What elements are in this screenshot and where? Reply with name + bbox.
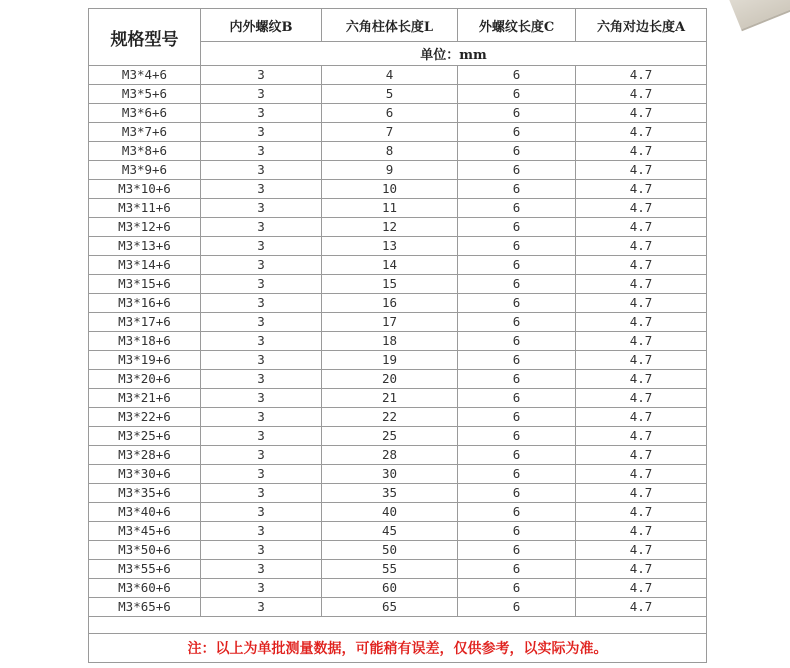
cell-a: 4.7 <box>576 389 707 408</box>
cell-c: 6 <box>458 332 576 351</box>
cell-model: M3*22+6 <box>89 408 201 427</box>
table-row <box>89 142 707 161</box>
cell-model: M3*5+6 <box>89 85 201 104</box>
cell-l: 30 <box>322 465 458 484</box>
cell-a: 4.7 <box>576 351 707 370</box>
cell-b: 3 <box>201 275 322 294</box>
cell-b: 3 <box>201 541 322 560</box>
table-row <box>89 332 707 351</box>
cell-a: 4.7 <box>576 541 707 560</box>
cell-a: 4.7 <box>576 408 707 427</box>
cell-b: 3 <box>201 332 322 351</box>
cell-model: M3*8+6 <box>89 142 201 161</box>
table-row <box>89 85 707 104</box>
cell-b: 3 <box>201 484 322 503</box>
cell-c: 6 <box>458 294 576 313</box>
cell-c: 6 <box>458 142 576 161</box>
cell-c: 6 <box>458 256 576 275</box>
cell-l: 16 <box>322 294 458 313</box>
table-row <box>89 237 707 256</box>
cell-c: 6 <box>458 313 576 332</box>
cell-b: 3 <box>201 598 322 617</box>
table-row <box>89 370 707 389</box>
cell-b: 3 <box>201 389 322 408</box>
cell-c: 6 <box>458 389 576 408</box>
cell-a: 4.7 <box>576 161 707 180</box>
cell-b: 3 <box>201 161 322 180</box>
cell-b: 3 <box>201 408 322 427</box>
table-row <box>89 218 707 237</box>
cell-l: 50 <box>322 541 458 560</box>
cell-a: 4.7 <box>576 142 707 161</box>
cell-a: 4.7 <box>576 294 707 313</box>
cell-c: 6 <box>458 351 576 370</box>
cell-b: 3 <box>201 465 322 484</box>
cell-model: M3*15+6 <box>89 275 201 294</box>
table-row <box>89 408 707 427</box>
cell-b: 3 <box>201 522 322 541</box>
cell-b: 3 <box>201 104 322 123</box>
cell-b: 3 <box>201 199 322 218</box>
cell-l: 12 <box>322 218 458 237</box>
header-model: 规格型号 <box>89 9 201 66</box>
cell-a: 4.7 <box>576 104 707 123</box>
table-row <box>89 522 707 541</box>
cell-model: M3*4+6 <box>89 66 201 85</box>
cell-a: 4.7 <box>576 446 707 465</box>
ruler-corner-decoration <box>723 0 790 31</box>
cell-a: 4.7 <box>576 484 707 503</box>
cell-c: 6 <box>458 598 576 617</box>
unit-label: 单位：mm <box>201 42 707 66</box>
cell-model: M3*18+6 <box>89 332 201 351</box>
cell-l: 5 <box>322 85 458 104</box>
cell-l: 10 <box>322 180 458 199</box>
cell-c: 6 <box>458 370 576 389</box>
cell-a: 4.7 <box>576 560 707 579</box>
table-row <box>89 351 707 370</box>
cell-model: M3*11+6 <box>89 199 201 218</box>
cell-b: 3 <box>201 560 322 579</box>
cell-l: 19 <box>322 351 458 370</box>
cell-l: 35 <box>322 484 458 503</box>
table-row <box>89 199 707 218</box>
cell-model: M3*28+6 <box>89 446 201 465</box>
cell-model: M3*9+6 <box>89 161 201 180</box>
cell-c: 6 <box>458 161 576 180</box>
table-row <box>89 161 707 180</box>
cell-c: 6 <box>458 522 576 541</box>
cell-b: 3 <box>201 218 322 237</box>
cell-c: 6 <box>458 275 576 294</box>
cell-l: 20 <box>322 370 458 389</box>
cell-model: M3*45+6 <box>89 522 201 541</box>
table-row <box>89 313 707 332</box>
cell-c: 6 <box>458 180 576 199</box>
cell-c: 6 <box>458 579 576 598</box>
cell-a: 4.7 <box>576 123 707 142</box>
cell-b: 3 <box>201 85 322 104</box>
table-row <box>89 275 707 294</box>
cell-model: M3*19+6 <box>89 351 201 370</box>
cell-b: 3 <box>201 256 322 275</box>
cell-model: M3*10+6 <box>89 180 201 199</box>
cell-b: 3 <box>201 66 322 85</box>
cell-l: 8 <box>322 142 458 161</box>
cell-l: 6 <box>322 104 458 123</box>
cell-l: 18 <box>322 332 458 351</box>
cell-a: 4.7 <box>576 503 707 522</box>
cell-c: 6 <box>458 503 576 522</box>
table-row <box>89 484 707 503</box>
header-col-b: 内外螺纹B <box>201 9 322 42</box>
cell-b: 3 <box>201 446 322 465</box>
cell-b: 3 <box>201 579 322 598</box>
cell-c: 6 <box>458 104 576 123</box>
cell-c: 6 <box>458 123 576 142</box>
cell-l: 25 <box>322 427 458 446</box>
cell-l: 15 <box>322 275 458 294</box>
cell-a: 4.7 <box>576 465 707 484</box>
cell-b: 3 <box>201 123 322 142</box>
cell-a: 4.7 <box>576 180 707 199</box>
cell-model: M3*16+6 <box>89 294 201 313</box>
table-row <box>89 465 707 484</box>
cell-b: 3 <box>201 351 322 370</box>
cell-b: 3 <box>201 180 322 199</box>
cell-model: M3*40+6 <box>89 503 201 522</box>
table-row <box>89 560 707 579</box>
cell-model: M3*6+6 <box>89 104 201 123</box>
cell-b: 3 <box>201 142 322 161</box>
cell-c: 6 <box>458 66 576 85</box>
cell-b: 3 <box>201 294 322 313</box>
table-row <box>89 389 707 408</box>
cell-a: 4.7 <box>576 598 707 617</box>
table-row <box>89 104 707 123</box>
cell-a: 4.7 <box>576 370 707 389</box>
cell-model: M3*14+6 <box>89 256 201 275</box>
cell-c: 6 <box>458 560 576 579</box>
cell-l: 60 <box>322 579 458 598</box>
cell-c: 6 <box>458 541 576 560</box>
cell-c: 6 <box>458 427 576 446</box>
table-row <box>89 446 707 465</box>
spec-table <box>88 8 707 663</box>
table-row <box>89 427 707 446</box>
cell-l: 28 <box>322 446 458 465</box>
cell-b: 3 <box>201 370 322 389</box>
cell-a: 4.7 <box>576 579 707 598</box>
cell-c: 6 <box>458 446 576 465</box>
cell-l: 4 <box>322 66 458 85</box>
cell-a: 4.7 <box>576 275 707 294</box>
cell-l: 14 <box>322 256 458 275</box>
note-row <box>89 634 707 663</box>
cell-b: 3 <box>201 237 322 256</box>
cell-model: M3*35+6 <box>89 484 201 503</box>
cell-a: 4.7 <box>576 427 707 446</box>
cell-l: 22 <box>322 408 458 427</box>
cell-model: M3*21+6 <box>89 389 201 408</box>
cell-model: M3*13+6 <box>89 237 201 256</box>
cell-a: 4.7 <box>576 218 707 237</box>
cell-model: M3*17+6 <box>89 313 201 332</box>
cell-a: 4.7 <box>576 313 707 332</box>
cell-l: 9 <box>322 161 458 180</box>
cell-a: 4.7 <box>576 85 707 104</box>
cell-l: 11 <box>322 199 458 218</box>
cell-l: 55 <box>322 560 458 579</box>
cell-a: 4.7 <box>576 522 707 541</box>
disclaimer-note: 注：以上为单批测量数据，可能稍有误差，仅供参考，以实际为准。 <box>89 634 707 663</box>
cell-a: 4.7 <box>576 199 707 218</box>
cell-c: 6 <box>458 484 576 503</box>
cell-l: 17 <box>322 313 458 332</box>
cell-a: 4.7 <box>576 256 707 275</box>
header-col-a: 六角对边长度A <box>576 9 707 42</box>
cell-l: 65 <box>322 598 458 617</box>
cell-model: M3*50+6 <box>89 541 201 560</box>
table-row <box>89 180 707 199</box>
table-row <box>89 598 707 617</box>
table-row <box>89 123 707 142</box>
cell-a: 4.7 <box>576 66 707 85</box>
cell-model: M3*20+6 <box>89 370 201 389</box>
cell-l: 40 <box>322 503 458 522</box>
cell-l: 7 <box>322 123 458 142</box>
cell-model: M3*12+6 <box>89 218 201 237</box>
table-row <box>89 66 707 85</box>
cell-l: 21 <box>322 389 458 408</box>
cell-a: 4.7 <box>576 332 707 351</box>
cell-c: 6 <box>458 465 576 484</box>
cell-model: M3*65+6 <box>89 598 201 617</box>
header-row <box>89 9 707 42</box>
table-row <box>89 294 707 313</box>
header-col-c: 外螺纹长度C <box>458 9 576 42</box>
cell-l: 45 <box>322 522 458 541</box>
table-row <box>89 256 707 275</box>
cell-model: M3*30+6 <box>89 465 201 484</box>
cell-b: 3 <box>201 427 322 446</box>
cell-l: 13 <box>322 237 458 256</box>
table-row <box>89 579 707 598</box>
cell-c: 6 <box>458 408 576 427</box>
cell-c: 6 <box>458 199 576 218</box>
cell-model: M3*25+6 <box>89 427 201 446</box>
cell-c: 6 <box>458 218 576 237</box>
table-body <box>89 66 707 617</box>
header-col-l: 六角柱体长度L <box>322 9 458 42</box>
cell-c: 6 <box>458 85 576 104</box>
cell-b: 3 <box>201 503 322 522</box>
cell-b: 3 <box>201 313 322 332</box>
cell-c: 6 <box>458 237 576 256</box>
table-row <box>89 541 707 560</box>
cell-model: M3*55+6 <box>89 560 201 579</box>
cell-model: M3*60+6 <box>89 579 201 598</box>
spacer-row <box>89 617 707 634</box>
cell-a: 4.7 <box>576 237 707 256</box>
table-row <box>89 503 707 522</box>
cell-model: M3*7+6 <box>89 123 201 142</box>
